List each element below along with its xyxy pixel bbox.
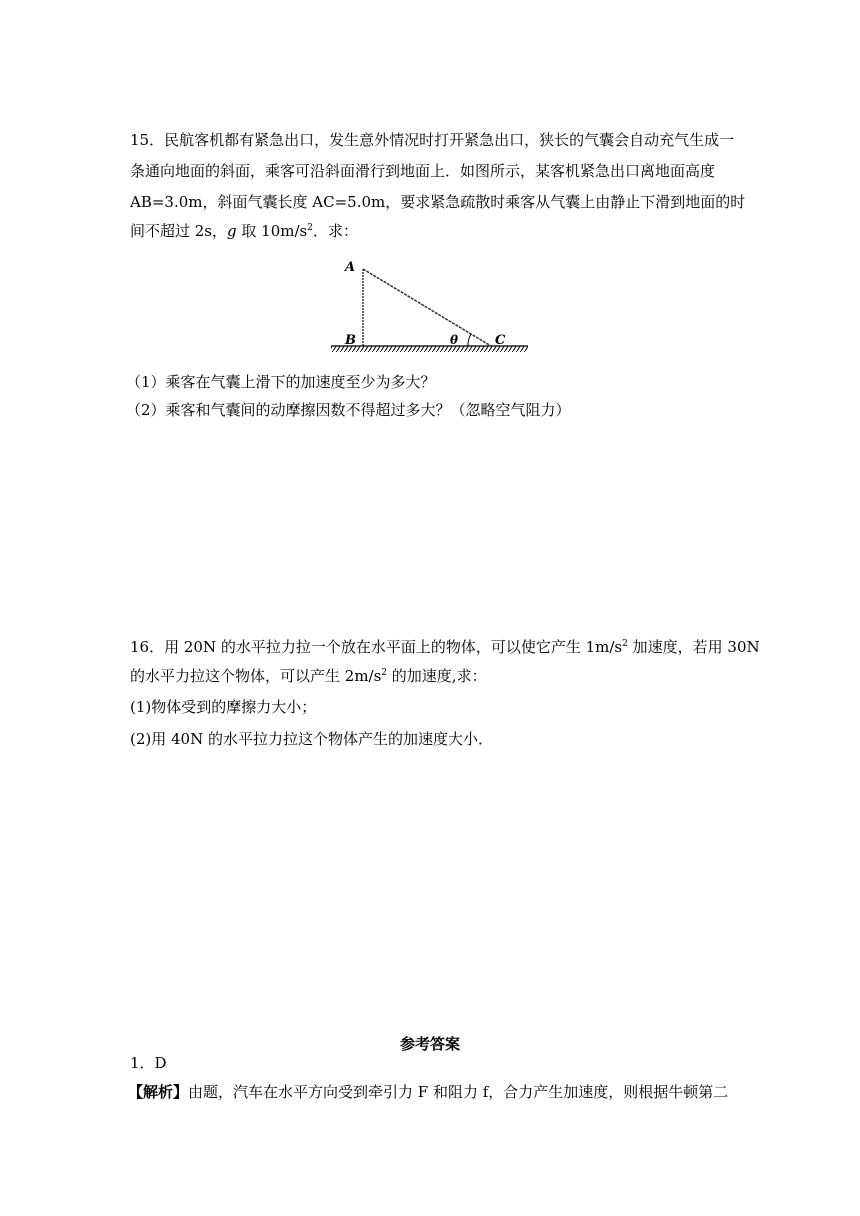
q16-line-2-a: 的水平力拉这个物体，可以产生 2m/s [130,667,382,685]
q16-line-1 [130,637,760,657]
label-b: B [345,333,356,348]
angle-arc [468,334,471,346]
q15-line-2: 条通向地面的斜面，乘客可沿斜面滑行到地面上．如图所示，某客机紧急出口离地面高度 [130,162,716,180]
label-theta: θ [450,333,459,347]
label-a: A [345,260,356,275]
q16-line-2-sup: 2 [381,668,388,678]
q15-line-4 [130,221,358,241]
q16-subquestion-1: (1)物体受到的摩擦力大小； [130,698,317,716]
q16-line-2 [130,666,487,686]
q15-line-1: 15．民航客机都有紧急出口，发生意外情况时打开紧急出口，狭长的气囊会自动充气生成一 [130,131,735,149]
analysis-text: 由题，汽车在水平方向受到牵引力 F 和阻力 f，合力产生加速度，则根据牛顿第二 [188,1083,729,1101]
side-ac [363,269,491,346]
q15-line-4-c: ．求： [312,222,358,240]
q15-line-3: AB=3.0m，斜面气囊长度 AC=5.0m，要求紧急疏散时乘客从气囊上由静止下滑到地面的时 [130,193,746,211]
analysis-tag: 【解析】 [128,1083,189,1101]
q15-subquestion-1: （1）乘客在气囊上滑下的加速度至少为多大？ [126,373,436,391]
q16-line-1-b: 加速度，若用 30N [627,638,760,656]
q16-subquestion-2: (2)用 40N 的水平拉力拉这个物体产生的加速度大小． [130,730,493,748]
answer-analysis [128,1082,728,1102]
q15-line-4-a: 间不超过 2s， [130,222,228,240]
incline-figure [325,255,535,360]
q15-line-4-sup: 2 [307,223,313,233]
q16-line-1-sup: 2 [622,639,628,649]
label-c: C [495,333,506,348]
q16-line-2-b: 的加速度,求： [387,667,487,685]
answers-heading: 参考答案 [399,1035,460,1053]
answer-item-1: 1．D [130,1054,167,1072]
q15-line-4-b: 取 10m/s [236,222,308,240]
q15-subquestion-2: （2）乘客和气囊间的动摩擦因数不得超过多大？（忽略空气阻力） [126,401,571,419]
q15-g-symbol: g [227,222,237,240]
q16-line-1-a: 16．用 20N 的水平拉力拉一个放在水平面上的物体，可以使它产生 1m/s [130,638,623,656]
